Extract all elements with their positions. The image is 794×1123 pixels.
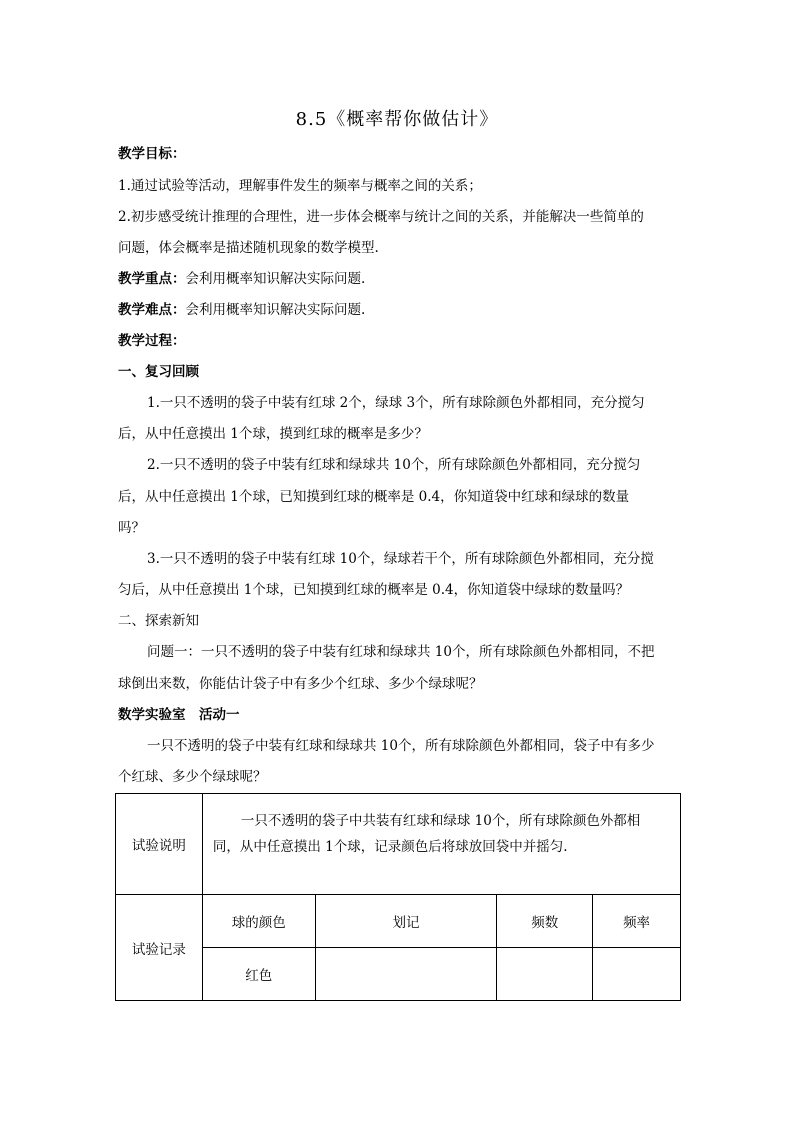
experiment-table — [115, 793, 681, 1001]
lab-line-1: 一只不透明的袋子中装有红球和绿球共 10个，所有球除颜色外都相同，袋子中有多少 — [147, 738, 655, 754]
goal-2-line-1: 2.初步感受统计推理的合理性，进一步体会概率与统计之间的关系，并能解决一些简单的 — [118, 209, 644, 225]
section-2-heading: 二、探索新知 — [118, 613, 199, 629]
header-frequency-count: 频数 — [497, 895, 593, 948]
header-tally: 划记 — [315, 895, 497, 948]
problem1-line-1: 问题一：一只不透明的袋子中装有红球和绿球共 10个，所有球除颜色外都相同，不把 — [147, 644, 655, 660]
q1-line-2: 后，从中任意摸出 1个球，摸到红球的概率是多少？ — [118, 426, 428, 442]
row-red-color: 红色 — [202, 948, 315, 1001]
process-heading: 教学过程： — [118, 333, 186, 349]
page-title: 8.5《概率帮你做估计》 — [295, 109, 499, 130]
desc-text-cell — [202, 794, 680, 895]
q3-line-2: 匀后，从中任意摸出 1个球，已知摸到红球的概率是 0.4，你知道袋中绿球的数量吗？ — [118, 582, 630, 598]
key-text: 会利用概率知识解决实际问题. — [185, 271, 366, 287]
row-red-tally — [315, 948, 497, 1001]
row-red-count — [497, 948, 593, 1001]
goal-2-line-2: 问题，体会概率是描述随机现象的数学模型. — [118, 240, 379, 256]
difficulty-point — [118, 302, 678, 318]
difficulty-text: 会利用概率知识解决实际问题. — [185, 302, 366, 318]
key-point — [118, 271, 678, 287]
table-row — [116, 794, 681, 895]
table-row — [116, 895, 681, 948]
goal-1: 1.通过试验等活动，理解事件发生的频率与概率之间的关系； — [118, 178, 482, 194]
q2-line-2: 后，从中任意摸出 1个球，已知摸到红球的概率是 0.4，你知道袋中红球和绿球的数量 — [118, 489, 630, 505]
lab-heading: 数学实验室 活动一 — [118, 707, 240, 723]
header-frequency-rate: 频率 — [593, 895, 681, 948]
record-label-cell: 试验记录 — [116, 895, 203, 1001]
lab-line-2: 个红球、多少个绿球呢？ — [118, 769, 267, 785]
q3-line-1: 3.一只不透明的袋子中装有红球 10个，绿球若干个，所有球除颜色外都相同，充分搅 — [147, 551, 654, 567]
q2-line-1: 2.一只不透明的袋子中装有红球和绿球共 10个，所有球除颜色外都相同，充分搅匀 — [147, 457, 641, 473]
section-1-heading: 一、复习回顾 — [118, 364, 199, 380]
desc-text-line-2: 同，从中任意摸出 1个球，记录颜色后将球放回袋中并摇匀. — [212, 839, 568, 855]
difficulty-label: 教学难点： — [118, 302, 186, 318]
goals-heading: 教学目标： — [118, 146, 186, 162]
q2-line-3: 吗？ — [118, 520, 145, 536]
header-color: 球的颜色 — [202, 895, 315, 948]
problem1-line-2: 球倒出来数，你能估计袋子中有多少个红球、多少个绿球呢？ — [118, 676, 483, 692]
row-red-rate — [593, 948, 681, 1001]
q1-line-1: 1.一只不透明的袋子中装有红球 2个，绿球 3个，所有球除颜色外都相同，充分搅匀 — [147, 395, 645, 411]
key-label: 教学重点： — [118, 271, 186, 287]
desc-text-line-1: 一只不透明的袋子中共装有红球和绿球 10个，所有球除颜色外都相 — [240, 813, 641, 829]
desc-label-cell: 试验说明 — [116, 794, 203, 895]
